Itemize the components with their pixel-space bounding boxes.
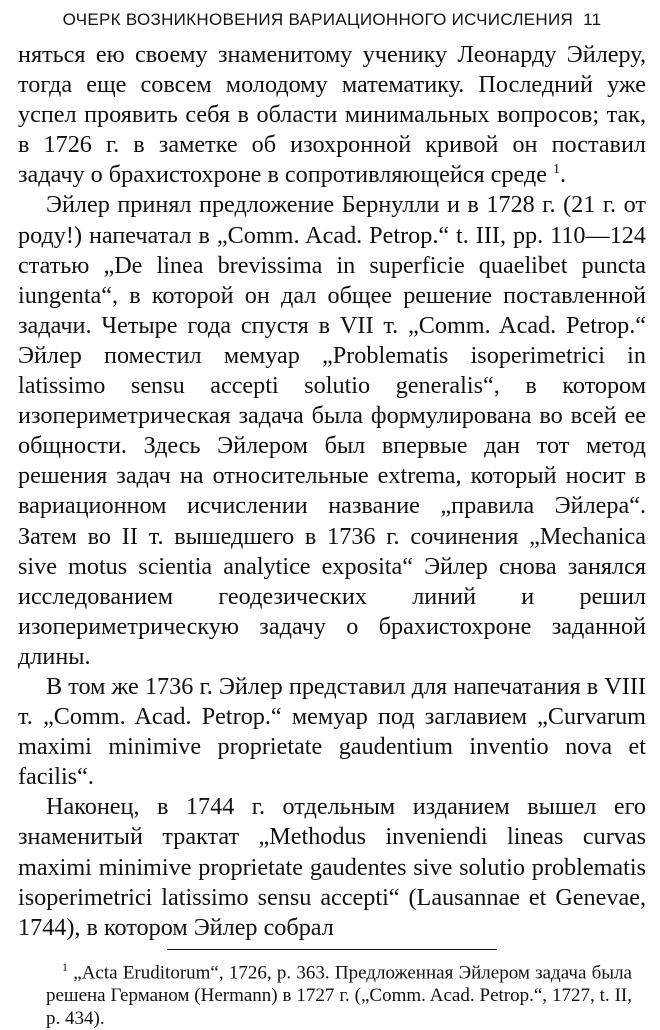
footnote-divider [167,949,497,950]
paragraph-2: Эйлер принял предложение Бернулли и в 1728 г. (21 г. от роду!) напечатал в „Comm. Acad. Petrop.“ t. III, pp. 110—124 статью „De linea brevissima in superficie quaelibet puncta iungenta“, в которой он дал общее решение поставленной задачи. Четыре года спустя в VII т. „Comm. Acad. Petrop.“ Эйлер поместил мемуар „Problematis isoperimetrici in latissimo sensu accepti solutio generalis“, в котором изопериметрическая задача была формулирована во всей ее общности. Здесь Эйлером был впервые дан тот метод решения задач на относительные extrema, который носит в вариационном исчислении название „правила Эйлера“. Затем во II т. вышедшего в 1736 г. сочинения „Mechanica sive motus scientia analytice exposita“ Эйлер снова занялся исследованием геодезических линий и решил изопериметрическую задачу о брахистохроне заданной длины. [18,191,646,670]
paragraph-4: Наконец, в 1744 г. отдельным изданием вышел его знаменитый трактат „Methodus inveniendi lineas curvas maximi minimive proprietate gaudentes sive solutio problematis isoperimetrici latissimo sensu accepti“ (Lausannae et Genevae, 1744), в котором Эйлер собрал [18,793,646,941]
footnote-reference: 1 [553,162,561,178]
main-text [18,40,646,943]
running-header [18,10,646,40]
footnote [18,956,646,1030]
paragraph-3: В том же 1736 г. Эйлер представил для напечатания в VIII т. „Comm. Acad. Petrop.“ мемуар под заглавием „Curvarum maximi minimive proprietate gaudentium inventio nova et facilis“. [18,672,646,791]
paragraph-1-end: . [560,161,567,189]
footnote-marker: 1 [62,959,68,974]
paragraph-1-text: няться ею своему знаменитому ученику Леонарду Эйлеру, тогда еще совсем молодому математику. Последний уже успел проявить себя в области минимальных вопросов; так, в 1726 г. в заметке об изохронной кривой он поставил задачу о брахистохроне в сопротивляющейся среде [18,41,646,189]
page-number: 11 [583,10,602,29]
footnote-body: „Acta Eruditorum“, 1726, p. 363. Предложенная Эйлером задача была решена Германом (Hermann) в 1727 г. („Comm. Acad. Petrop.“, 1727, t. II, p. 434). [46,962,632,1030]
header-title: ОЧЕРК ВОЗНИКНОВЕНИЯ ВАРИАЦИОННОГО ИСЧИСЛЕНИЯ [62,10,574,29]
footnote-text [18,956,646,1030]
paragraph-1 [18,40,646,190]
